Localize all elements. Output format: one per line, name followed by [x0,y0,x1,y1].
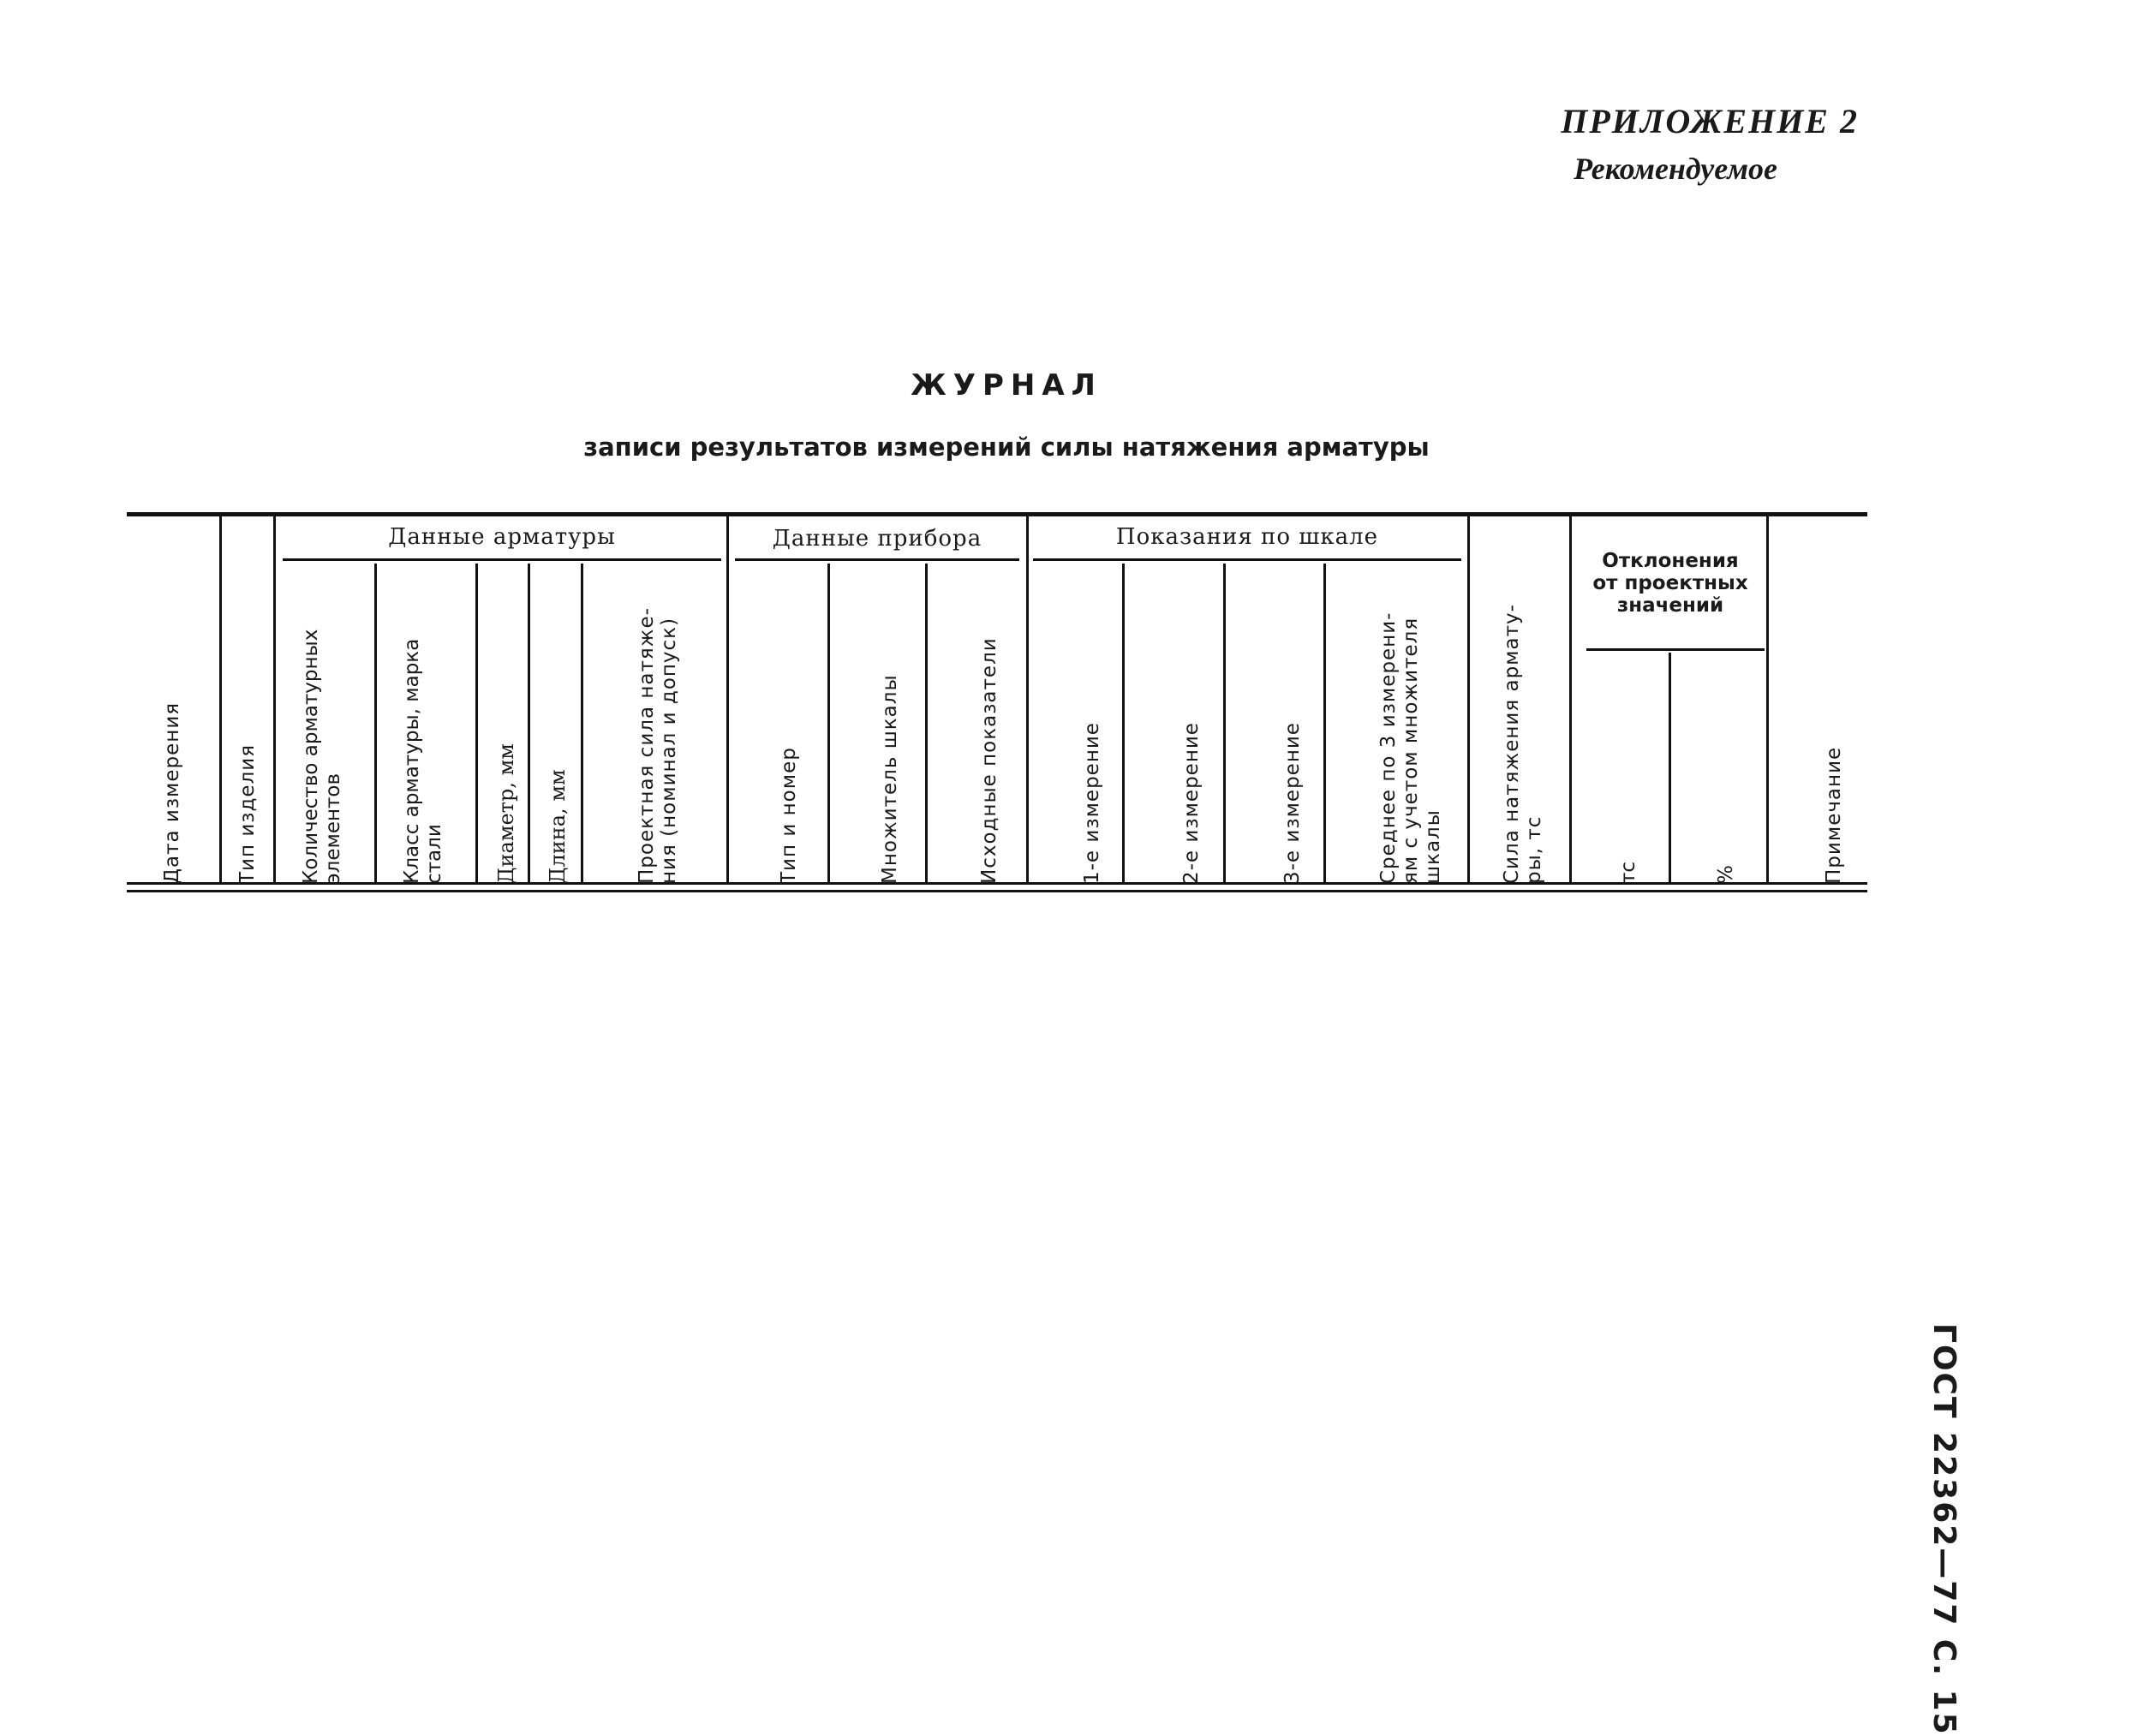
group-rebar-data: Данные арматуры [388,524,616,550]
appendix-status: Рекомендуемое [1574,152,1777,186]
col-reading-1: 1-е измерение [1081,722,1103,884]
subcol-divider [1323,564,1326,882]
readings-group-underline [1033,558,1461,561]
table-top-rule [127,512,1867,516]
col-deviation-tc: тс [1617,861,1639,884]
col-date: Дата измерения [161,701,183,884]
col-divider [726,516,729,882]
col-tension-force: Сила натяжения армату- ры, тс [1501,604,1545,884]
col-initial-readings: Исходные показатели [978,637,1000,884]
col-divider [1766,516,1769,882]
col-divider [1569,516,1572,882]
col-design-force: Проектная сила натяже- ния (номинал и допуск) [636,607,680,884]
col-product-type: Тип изделия [236,743,259,884]
group-scale-readings: Показания по шкале [1115,524,1379,550]
subcol-divider [1223,564,1226,882]
col-divider [1467,516,1470,882]
col-divider [1026,516,1029,882]
col-average: Среднее по 3 измерени- ям с учетом множителя шкалы [1377,611,1444,884]
subcol-divider [581,564,583,882]
col-reading-2: 2-е измерение [1180,722,1203,884]
col-note: Примечание [1823,746,1845,884]
page-side-code: ГОСТ 22362—77 С. 15 [1926,1323,1962,1736]
group-deviation: Отклонения от проектных значений [1592,550,1748,617]
device-group-underline [735,558,1019,561]
col-diameter: Диаметр, мм [494,743,518,884]
col-divider [219,516,222,882]
deviation-group-underline [1586,648,1765,651]
journal-subtitle: записи результатов измерений силы натяжения арматуры [583,433,1430,462]
group-device-data: Данные прибора [772,526,982,552]
col-rebar-count: Количество арматурных элементов [300,629,344,884]
rebar-group-underline [283,558,721,561]
col-scale-multiplier: Множитель шкалы [879,674,901,884]
subcol-divider [1122,564,1125,882]
col-length: Длина, мм [546,769,570,884]
col-reading-3: 3-е измерение [1281,722,1304,884]
col-divider [273,516,276,882]
subcol-divider [827,564,830,882]
col-device-type: Тип и номер [778,747,800,884]
col-deviation-percent: % [1715,865,1737,884]
journal-title: ЖУРНАЛ [911,368,1102,403]
subcol-divider [475,564,478,882]
subcol-divider [528,564,530,882]
subcol-divider [374,564,377,882]
subcol-divider [925,564,928,882]
table-bottom-rule-2 [127,890,1867,892]
col-rebar-class: Класс арматуры, марка стали [401,638,445,884]
subcol-divider [1669,653,1671,882]
appendix-title: ПРИЛОЖЕНИЕ 2 [1561,102,1859,140]
